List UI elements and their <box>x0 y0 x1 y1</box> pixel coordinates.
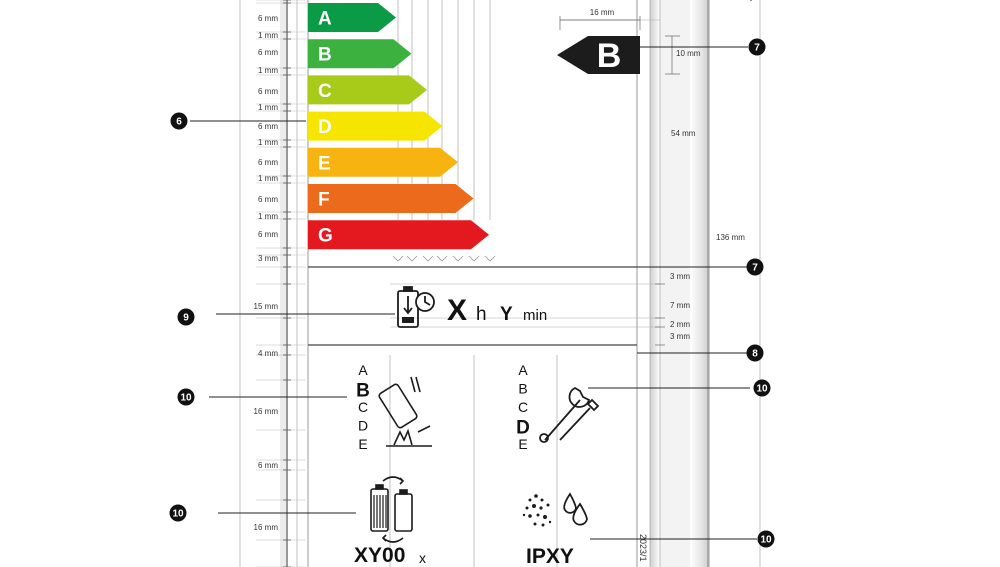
repairability-scale <box>516 362 530 452</box>
battery-hours-x: X <box>447 294 468 327</box>
bar-end-chevrons <box>393 256 495 261</box>
svg-text:7: 7 <box>752 262 758 274</box>
energy-bar-a <box>308 3 396 32</box>
selected-class-arrow <box>557 36 640 75</box>
energy-bar-e <box>308 148 458 177</box>
callout-10 <box>758 531 775 548</box>
callout-7 <box>749 39 766 56</box>
dim-right-1: 3 mm <box>670 272 690 281</box>
callout-10 <box>754 380 771 397</box>
left-dim-label: 16 mm <box>253 407 278 416</box>
left-dimension-labels <box>254 14 279 532</box>
energy-bar-letter: D <box>318 117 332 139</box>
left-dim-label: 1 mm <box>258 66 278 75</box>
callout-10 <box>178 389 195 406</box>
svg-text:10: 10 <box>756 383 768 395</box>
left-dim-label: 6 mm <box>258 158 278 167</box>
callout-8 <box>747 345 764 362</box>
dim-right-3: 2 mm <box>670 320 690 329</box>
svg-text:10: 10 <box>172 508 184 520</box>
wrench-screwdriver-icon <box>540 388 598 442</box>
scale-letter-c: C <box>517 399 529 415</box>
drop-resistance-scale <box>356 362 370 452</box>
left-dim-label: 6 mm <box>258 461 278 470</box>
right-panel-edge-shade <box>650 0 660 567</box>
left-dim-label: 6 mm <box>258 48 278 57</box>
energy-bar-d <box>308 112 443 141</box>
dim-arrow-height: 10 mm <box>676 49 701 58</box>
scale-letter-a: A <box>358 362 368 378</box>
left-dim-label: 6 mm <box>258 195 278 204</box>
selected-class-letter: B <box>596 37 622 75</box>
dim-arrow-width: 16 mm <box>589 8 615 17</box>
energy-bar-letter: E <box>318 153 331 175</box>
energy-bar-letter: A <box>318 8 332 30</box>
left-dim-label: 6 mm <box>258 230 278 239</box>
battery-hours-unit: h <box>476 304 487 325</box>
left-dim-label: 16 mm <box>253 523 278 532</box>
battery-endurance-icon <box>398 287 434 327</box>
callout-10 <box>170 505 187 522</box>
scale-letter-e: E <box>518 436 528 452</box>
dim-upper-section: 54 mm <box>671 129 696 138</box>
dim-total-height: 136 mm <box>716 233 745 242</box>
left-dim-label: 6 mm <box>258 87 278 96</box>
battery-cycles-value: XY00 <box>354 544 406 567</box>
energy-bar-f <box>308 184 474 213</box>
left-dim-label: 1 mm <box>258 174 278 183</box>
right-panel-outer-shade <box>690 0 710 567</box>
scale-letter-b: B <box>518 380 528 397</box>
svg-text:7: 7 <box>754 42 760 54</box>
scale-letter-d: D <box>357 417 369 434</box>
scale-letter-d: D <box>516 417 530 439</box>
energy-bar-g <box>308 220 489 249</box>
battery-cycles-unit: x <box>419 550 426 566</box>
regulation-year-text: 2023/1 <box>638 534 648 562</box>
callout-6 <box>171 113 188 130</box>
dim-right-2: 7 mm <box>670 301 690 310</box>
dim-right-4: 3 mm <box>670 332 690 341</box>
scale-letter-c: C <box>357 399 369 415</box>
svg-text:10: 10 <box>180 392 192 404</box>
callout-9 <box>178 309 195 326</box>
scale-letter-b: B <box>356 380 370 402</box>
battery-minutes-y: Y <box>500 304 513 325</box>
left-dim-label: 6 mm <box>258 122 278 131</box>
energy-bar-letter: B <box>318 44 332 66</box>
energy-bar-letter: F <box>318 189 330 211</box>
left-dim-label: 6 mm <box>258 14 278 23</box>
callout-7 <box>747 259 764 276</box>
left-dim-label: 3 mm <box>258 254 278 263</box>
left-dim-label: 15 mm <box>253 302 278 311</box>
energy-bar-c <box>308 75 427 104</box>
left-dim-label: 1 mm <box>258 138 278 147</box>
left-dim-label: 4 mm <box>258 349 278 358</box>
left-dim-label: 1 mm <box>258 31 278 40</box>
energy-bar-letter: G <box>318 225 333 247</box>
dust-water-icon <box>523 494 587 527</box>
battery-cycles-icon <box>371 477 412 542</box>
svg-text:6: 6 <box>176 116 182 128</box>
energy-bar-b <box>308 39 412 68</box>
scale-letter-e: E <box>358 436 368 452</box>
left-dim-label: 1 mm <box>258 103 278 112</box>
left-dim-label: 1 mm <box>258 212 278 221</box>
svg-text:10: 10 <box>760 534 772 546</box>
svg-text:8: 8 <box>752 348 758 360</box>
scale-letter-a: A <box>518 362 528 378</box>
battery-minutes-unit: min <box>523 307 548 324</box>
energy-bar-letter: C <box>318 80 332 102</box>
energy-efficiency-scale <box>308 3 489 249</box>
ip-rating-label: IPXY <box>526 545 574 567</box>
svg-text:9: 9 <box>183 312 189 324</box>
phone-drop-icon <box>378 377 432 446</box>
